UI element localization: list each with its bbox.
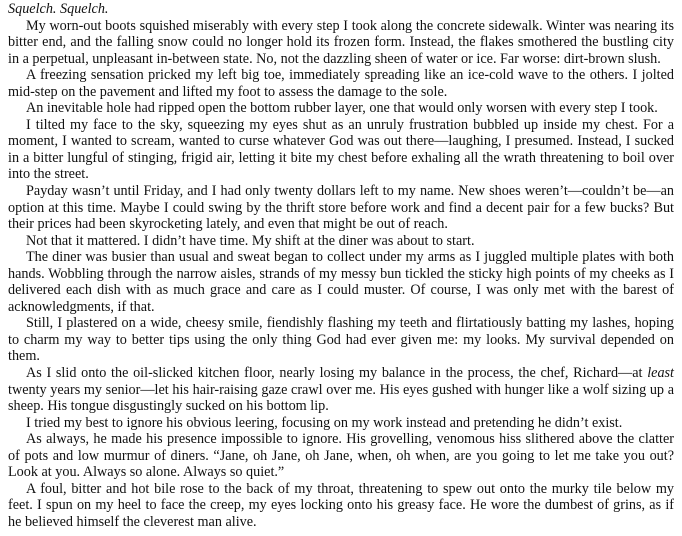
- paragraph-1: My worn-out boots squished miserably with every step I took along the concrete sidewalk. Winter was nearing its bitter end, and the falling snow could no longer hold its frozen form. Instead, the flakes smothered the bustling city in a perpetual, unpleasant in-between state. No, not the dazzling sheen of water or ice. Far worse: dirt-brown slush.: [8, 17, 674, 67]
- paragraph-7: The diner was busier than usual and sweat began to collect under my arms as I juggled multiple plates with both hands. Wobbling through the narrow aisles, strands of my messy bun tickled the sticky high points of my cheeks as I delivered each dish with as much grace and care as I could muster. Of course, I was only met with the barest of acknowledgments, if that.: [8, 249, 674, 315]
- paragraph-8: Still, I plastered on a wide, cheesy smile, fiendishly flashing my teeth and flirtatiously batting my lashes, hoping to charm my way to better tips using the only thing God had ever given me: my looks. My survival depended on them.: [8, 315, 674, 365]
- paragraph-12: A foul, bitter and hot bile rose to the back of my throat, threatening to spew out onto the murky tile below my feet. I spun on my heel to face the creep, my eyes locking onto his greasy face. He wore the dumbest of grins, as if he believed himself the cleverest man alive.: [8, 480, 674, 530]
- paragraph-5: Payday wasn’t until Friday, and I had only twenty dollars left to my name. New shoes weren’t—couldn’t be—an option at this time. Maybe I could swing by the thrift store before work and find a decent pair for a few bucks? But their prices had been skyrocketing lately, and even that might be out of reach.: [8, 183, 674, 233]
- paragraph-10: I tried my best to ignore his obvious leering, focusing on my work instead and pretending he didn’t exist.: [26, 414, 623, 431]
- paragraph-6: Not that it mattered. I didn’t have time. My shift at the diner was about to start.: [26, 232, 475, 249]
- paragraph-9-end: twenty years my senior—let his hair-raising gaze crawl over me. His eyes gushed with hunger like a wolf sizing up a sheep. His tongue disgustingly sucked on his bottom lip.: [8, 381, 674, 415]
- paragraph-9-start: As I slid onto the oil-slicked kitchen floor, nearly losing my balance in the process, the chef, Richard—at: [26, 365, 648, 382]
- paragraph-11: As always, he made his presence impossible to ignore. His grovelling, venomous hiss slithered above the clatter of pots and low murmur of diners. “Jane, oh Jane, oh Jane, when, oh when, are you going to let me take you out? Look at you. Always so alone. Always so quiet.”: [8, 431, 674, 481]
- paragraph-9: [8, 365, 674, 415]
- emphasis-least: least: [647, 365, 674, 382]
- paragraph-3: An inevitable hole had ripped open the bottom rubber layer, one that would only worsen with every step I took.: [26, 100, 658, 117]
- paragraph-2: A freezing sensation pricked my left big toe, immediately spreading like an ice-cold wave to the others. I jolted mid-step on the pavement and lifted my foot to assess the damage to the sole.: [8, 67, 674, 100]
- opening-line: Squelch. Squelch.: [8, 1, 109, 17]
- paragraph-4: I tilted my face to the sky, squeezing my eyes shut as an unruly frustration bubbled up inside my chest. For a moment, I wanted to scream, wanted to curse whatever God was out there—laughing, I presumed. Instead, I sucked in a bitter lungful of stinging, frigid air, letting it bite my chest before exhaling all the wrath threatening to boil over into the street.: [8, 116, 674, 183]
